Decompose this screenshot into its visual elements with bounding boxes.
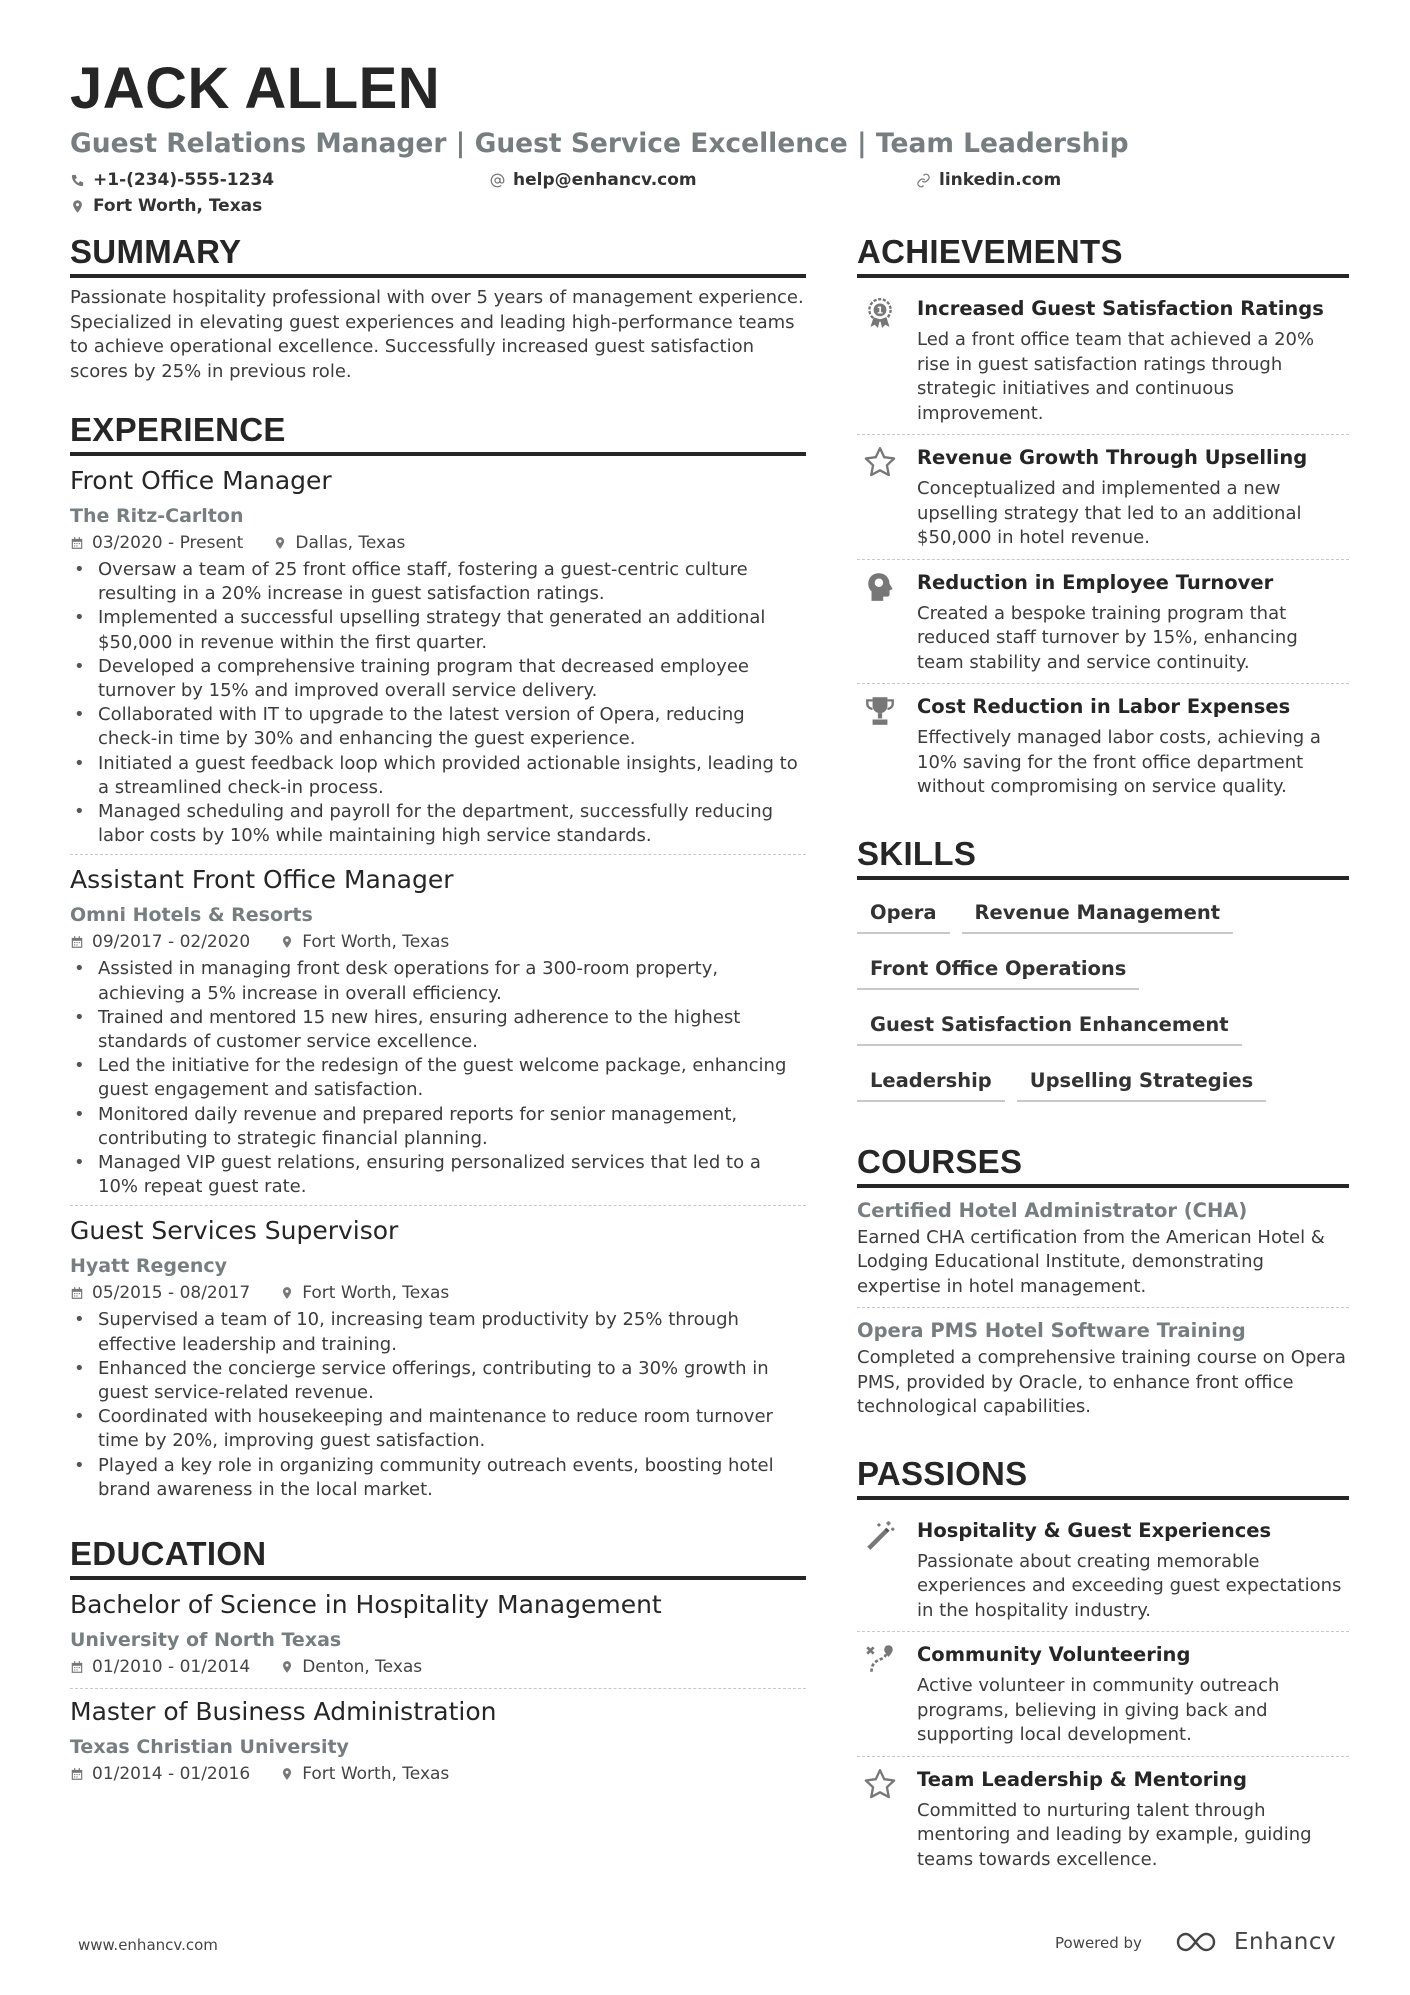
footer-url[interactable]: www.enhancv.com [78,1936,218,1954]
job-dates: 03/2020 - Present [92,533,244,553]
course-item [857,1316,1349,1428]
resume-header [70,56,1350,220]
email-text: help@enhancv.com [513,170,697,190]
head-icon [863,570,897,604]
job-bullets [70,558,806,848]
skill-tag: Front Office Operations [857,948,1139,990]
job-bullet: • Assisted in managing front desk operations for a 300-room property, achieving a 5% increase in overall efficiency. [70,957,806,1005]
skill-tag: Leadership [857,1060,1005,1102]
job-role: Assistant Front Office Manager [70,865,454,895]
achievement-text: Effectively managed labor costs, achieving a 10% saving for the front office department without compromising on service quality. [917,727,1321,797]
job-entry [70,1214,806,1508]
course-text: Completed a comprehensive training course on Opera PMS, provided by Oracle, to enhance front office technological capabilities. [857,1347,1346,1417]
job-bullet: • Played a key role in organizing community outreach events, boosting hotel brand awareness in the local market. [70,1454,806,1502]
job-location: Fort Worth, Texas [302,932,450,953]
location-text: Fort Worth, Texas [93,196,263,216]
education-meta [70,1761,806,1787]
courses-section [857,1142,1349,1428]
location-contact [70,196,262,216]
achievements-title: ACHIEVEMENTS [857,232,1349,278]
school: University of North Texas [70,1629,342,1652]
location-pin-icon [280,935,294,949]
job-bullet: • Supervised a team of 10, increasing team productivity by 25% through effective leadership and training. [70,1308,806,1356]
location-pin-icon [273,536,287,550]
calendar-icon [70,1286,84,1300]
job-company: Omni Hotels & Resorts [70,904,313,927]
passion-item [857,1508,1349,1633]
passion-title: Team Leadership & Mentoring [917,1767,1247,1791]
achievement-text: Created a bespoke training program that reduced staff turnover by 15%, enhancing team stability and service continuity. [917,602,1298,673]
svg-text:1: 1 [876,305,884,317]
education-entry [70,1695,806,1795]
achievement-text: Conceptualized and implemented a new upselling strategy that led to an additional $50,000 in hotel revenue. [917,478,1302,548]
job-bullet: • Managed VIP guest relations, ensuring personalized services that led to a 10% repeat guest rate. [70,1151,806,1199]
job-bullets [70,1308,806,1502]
education-dates: 01/2010 - 01/2014 [92,1657,251,1678]
star-icon [863,445,897,479]
phone-icon [70,173,85,188]
achievement-title: Increased Guest Satisfaction Ratings [917,297,1324,320]
job-entry [70,863,806,1206]
skill-tag: Opera [857,892,950,934]
job-bullet: • Monitored daily revenue and prepared reports for senior management, contributing to strategic financial planning. [70,1103,806,1151]
location-pin-icon [280,1286,294,1300]
job-bullets [70,957,806,1199]
phone-contact[interactable] [70,170,274,190]
achievement-title: Reduction in Employee Turnover [917,570,1274,594]
skills-list [857,888,1349,1116]
location-pin-icon [280,1660,294,1674]
footer [78,1928,1337,1968]
degree: Master of Business Administration [70,1697,497,1727]
passion-title: Community Volunteering [917,1643,1191,1666]
job-meta [70,929,806,955]
location-pin-icon [70,199,85,214]
left-column [70,232,806,1821]
school: Texas Christian University [70,1736,349,1759]
right-column [857,232,1349,1906]
job-bullet: • Coordinated with housekeeping and maintenance to reduce room turnover time by 20%, improving guest satisfaction. [70,1405,806,1453]
achievement-text: Led a front office team that achieved a 20% rise in guest satisfaction ratings through strategic initiatives and continuous improvement. [917,329,1315,424]
star-icon [863,1767,897,1801]
phone-text: +1-(234)-555-1234 [93,170,275,190]
passions-title: PASSIONS [857,1454,1349,1500]
achievements-section [857,232,1349,808]
education-entry [70,1588,806,1689]
link-icon [916,173,931,188]
job-bullet: • Led the initiative for the redesign of the guest welcome package, enhancing guest engagement and satisfaction. [70,1054,806,1102]
calendar-icon [70,536,84,550]
job-bullet: • Implemented a successful upselling strategy that generated an additional $50,000 in revenue within the first quarter. [70,606,806,654]
summary-title: SUMMARY [70,232,806,278]
passion-text: Active volunteer in community outreach programs, believing in giving back and supporting local development. [917,1675,1280,1745]
linkedin-text: linkedin.com [939,170,1062,190]
job-bullet: • Trained and mentored 15 new hires, ensuring adherence to the highest standards of customer service excellence. [70,1006,806,1054]
at-icon [490,173,505,188]
skills-title: SKILLS [857,834,1349,880]
job-role: Front Office Manager [70,466,332,495]
job-role: Guest Services Supervisor [70,1216,399,1246]
enhancv-logo-icon [1174,1928,1224,1956]
course-text: Earned CHA certification from the American Hotel & Lodging Educational Institute, demonstrating expertise in hotel management. [857,1226,1325,1297]
education-section [70,1534,806,1795]
achievement-item [857,435,1349,560]
course-title: Opera PMS Hotel Software Training [857,1319,1246,1342]
contact-info [70,166,1350,220]
brand-logo[interactable] [1174,1928,1336,1956]
brand-name: Enhancv [1234,1929,1337,1955]
trophy-icon [863,694,897,728]
job-bullet: • Oversaw a team of 25 front office staff, fostering a guest-centric culture resulting in a 20% increase in guest satisfaction ratings. [70,558,806,606]
skill-tag: Upselling Strategies [1017,1060,1266,1102]
courses-title: COURSES [857,1142,1349,1188]
course-item [857,1196,1349,1309]
calendar-icon [70,935,84,949]
job-bullet: • Managed scheduling and payroll for the department, successfully reducing labor costs by 10% while maintaining high service standards. [70,800,806,848]
passion-item [857,1632,1349,1757]
education-dates: 01/2014 - 01/2016 [92,1764,251,1785]
route-icon [863,1642,897,1676]
location-pin-icon [280,1767,294,1781]
achievement-item [857,684,1349,808]
linkedin-contact[interactable] [916,170,1061,190]
job-meta [70,530,806,556]
headline: Guest Relations Manager | Guest Service Excellence | Team Leadership [70,128,1129,159]
job-meta [70,1280,806,1306]
experience-title: EXPERIENCE [70,410,806,456]
award-ribbon-icon [863,296,897,330]
job-company: The Ritz-Carlton [70,505,244,527]
achievement-item [857,286,1349,435]
achievement-title: Revenue Growth Through Upselling [917,446,1308,469]
magic-wand-icon [863,1518,897,1552]
job-bullet: • Collaborated with IT to upgrade to the latest version of Opera, reducing check-in time by 30% and enhancing the guest experience. [70,703,806,751]
skill-tag: Guest Satisfaction Enhancement [857,1004,1242,1046]
job-entry [70,464,806,855]
education-meta [70,1654,806,1680]
job-company: Hyatt Regency [70,1255,228,1278]
candidate-name: JACK ALLEN [70,56,441,121]
job-dates: 09/2017 - 02/2020 [92,932,251,953]
passion-text: Committed to nurturing talent through mentoring and leading by example, guiding teams towards excellence. [917,1799,1312,1870]
achievement-title: Cost Reduction in Labor Expenses [917,695,1291,718]
job-bullet: • Enhanced the concierge service offerings, contributing to a 30% growth in guest service-related revenue. [70,1357,806,1405]
passions-section [857,1454,1349,1881]
job-location: Dallas, Texas [295,533,406,553]
education-location: Fort Worth, Texas [302,1764,450,1785]
skills-section [857,834,1349,1116]
passion-title: Hospitality & Guest Experiences [917,1518,1272,1542]
degree: Bachelor of Science in Hospitality Management [70,1590,662,1620]
experience-section [70,410,806,1508]
summary-text: Passionate hospitality professional with over 5 years of management experience. Specialized in elevating guest experiences and leading high-performance teams to achieve operational excellence. Successfully increased guest satisfaction scores by 25% in previous role. [70,287,804,382]
passion-item [857,1757,1349,1881]
job-dates: 05/2015 - 08/2017 [92,1283,251,1304]
job-bullet: • Developed a comprehensive training program that decreased employee turnover by 15% and improved overall service delivery. [70,655,806,703]
skill-tag: Revenue Management [962,892,1234,934]
passion-text: Passionate about creating memorable experiences and exceeding guest expectations in the hospitality industry. [917,1550,1342,1621]
course-title: Certified Hotel Administrator (CHA) [857,1198,1248,1222]
job-location: Fort Worth, Texas [302,1283,450,1304]
education-location: Denton, Texas [302,1657,423,1678]
job-bullet: • Initiated a guest feedback loop which provided actionable insights, leading to a streamlined check-in process. [70,752,806,800]
powered-by-text: Powered by [1055,1934,1142,1952]
education-title: EDUCATION [70,1534,806,1580]
email-contact[interactable] [490,170,697,190]
achievement-item [857,560,1349,685]
summary-section [70,232,806,384]
calendar-icon [70,1767,84,1781]
calendar-icon [70,1660,84,1674]
